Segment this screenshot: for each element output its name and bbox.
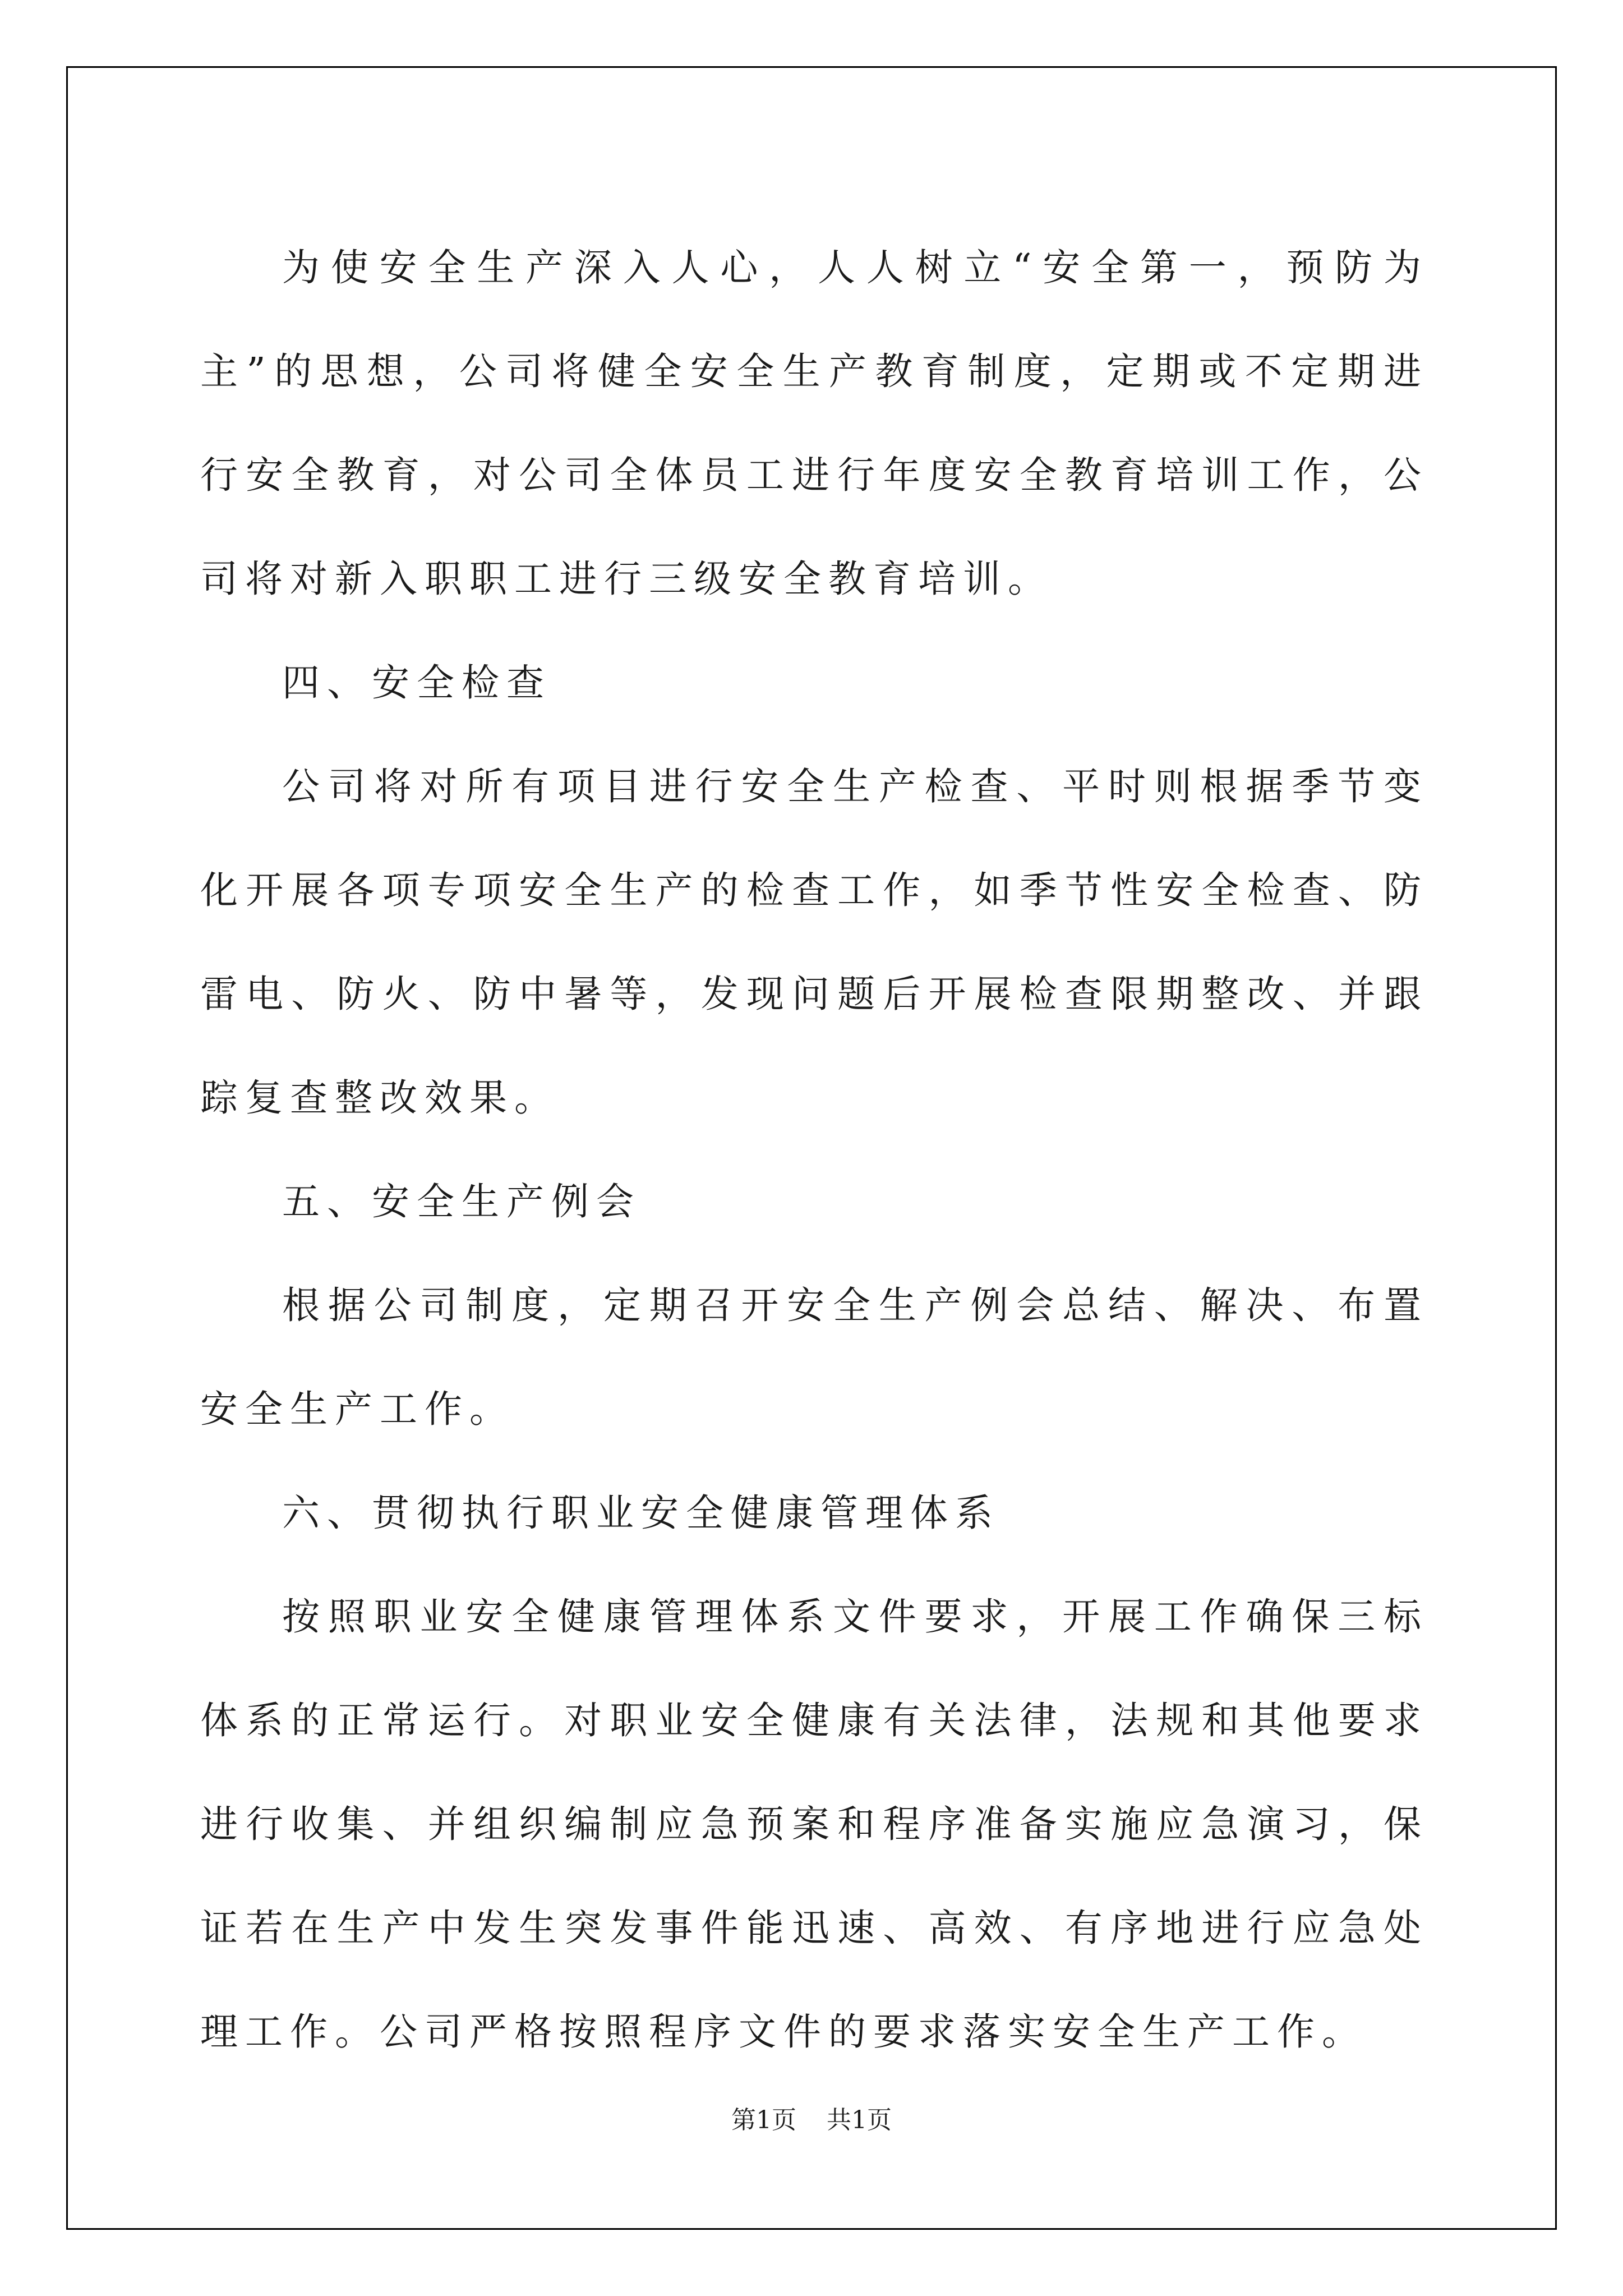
heading-safety-meeting: 五、安全生产例会 — [282, 1180, 641, 1223]
paragraph-safety-inspection: 公司将对所有项目进行安全生产检查、平时则根据季节变化开展各项专项安全生产的检查工作，如季节性安全检查、防雷电、防火、防中暑等，发现问题后开展检查限期整改、并跟踪复查整改效果。 — [200, 765, 1428, 1120]
page-number: 第1页 — [731, 2106, 796, 2134]
heading-ohs-system: 六、贯彻执行职业安全健康管理体系 — [282, 1491, 1000, 1535]
page-footer — [0, 2104, 1623, 2137]
page-total: 共1页 — [827, 2106, 892, 2134]
document-body — [200, 216, 1428, 2084]
paragraph-ohs-system: 按照职业安全健康管理体系文件要求，开展工作确保三标体系的正常运行。对职业安全健康有关法律，法规和其他要求进行收集、并组织编制应急预案和程序准备实施应急演习，保证若在生产中发生突发事件能迅速、高效、有序地进行应急处理工作。公司严格按照程序文件的要求落实安全生产工作。 — [200, 1595, 1428, 2054]
paragraph-safety-meeting: 根据公司制度，定期召开安全生产例会总结、解决、布置安全生产工作。 — [200, 1283, 1428, 1431]
heading-safety-inspection: 四、安全检查 — [282, 661, 551, 705]
paragraph-safety-education: 为使安全生产深入人心，人人树立“安全第一，预防为主”的思想，公司将健全安全生产教育制度，定期或不定期进行安全教育，对公司全体员工进行年度安全教育培训工作，公司将对新入职职工进行三级安全教育培训。 — [200, 246, 1428, 601]
